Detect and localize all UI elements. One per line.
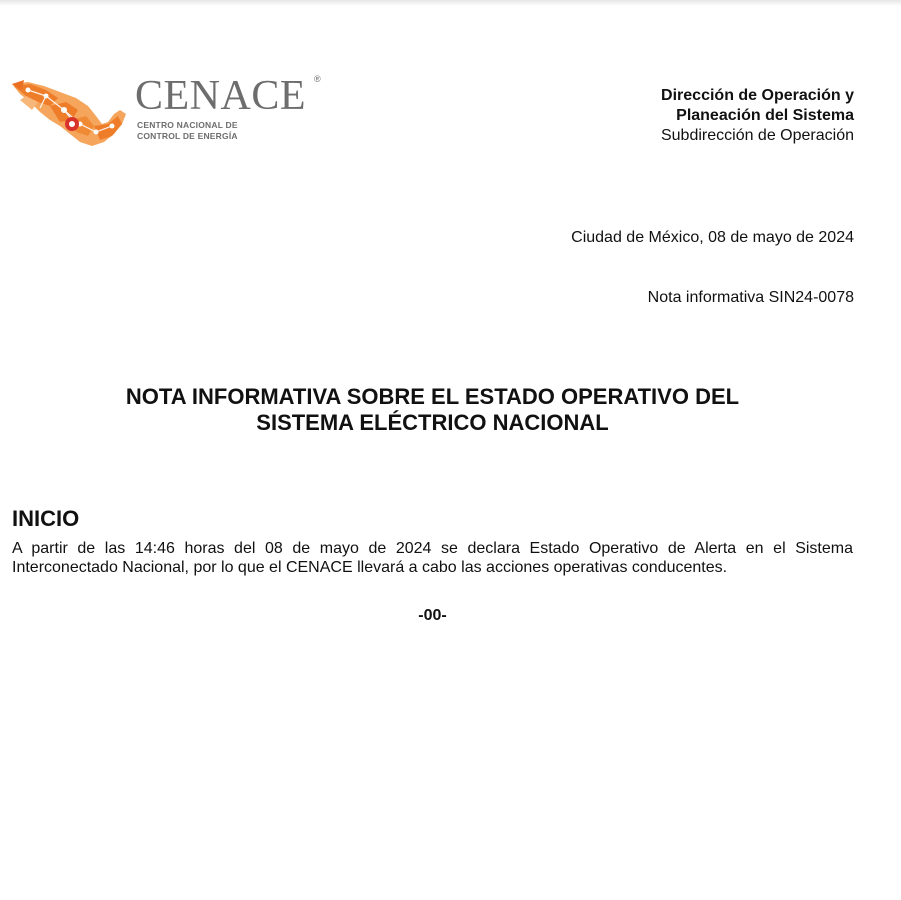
department-line-1: Dirección de Operación y: [661, 87, 854, 104]
place-date: Ciudad de México, 08 de mayo de 2024: [571, 229, 854, 246]
body-paragraph: A partir de las 14:46 horas del 08 de mayo de 2024 se declara Estado Operativo de Alerta en el Sistema Interconectado Nacional, por lo que el CENACE llevará a cabo las acciones operativas conducentes.: [12, 540, 853, 576]
department-block: [661, 86, 854, 146]
note-id: Nota informativa SIN24-0078: [647, 289, 854, 306]
department-line-2: Planeación del Sistema: [676, 107, 854, 124]
document-title: [0, 384, 865, 436]
mexico-map-network-icon: [10, 76, 128, 148]
cenace-logo: [10, 72, 330, 152]
document-title-line-1: NOTA INFORMATIVA SOBRE EL ESTADO OPERATIVO DEL: [125, 384, 740, 409]
logo-subtitle-line-2: CONTROL DE ENERGÍA: [137, 131, 238, 141]
logo-wordmark: CENACE: [135, 73, 306, 119]
logo-subtitle: [137, 120, 238, 142]
registered-mark: ®: [314, 74, 321, 84]
page-top-edge: [0, 0, 901, 6]
section-heading: INICIO: [12, 506, 80, 531]
closing-mark: -00-: [418, 607, 447, 624]
department-line-3: Subdirección de Operación: [660, 127, 854, 144]
logo-subtitle-line-1: CENTRO NACIONAL DE: [137, 120, 238, 130]
document-title-line-2: SISTEMA ELÉCTRICO NACIONAL: [256, 410, 609, 435]
